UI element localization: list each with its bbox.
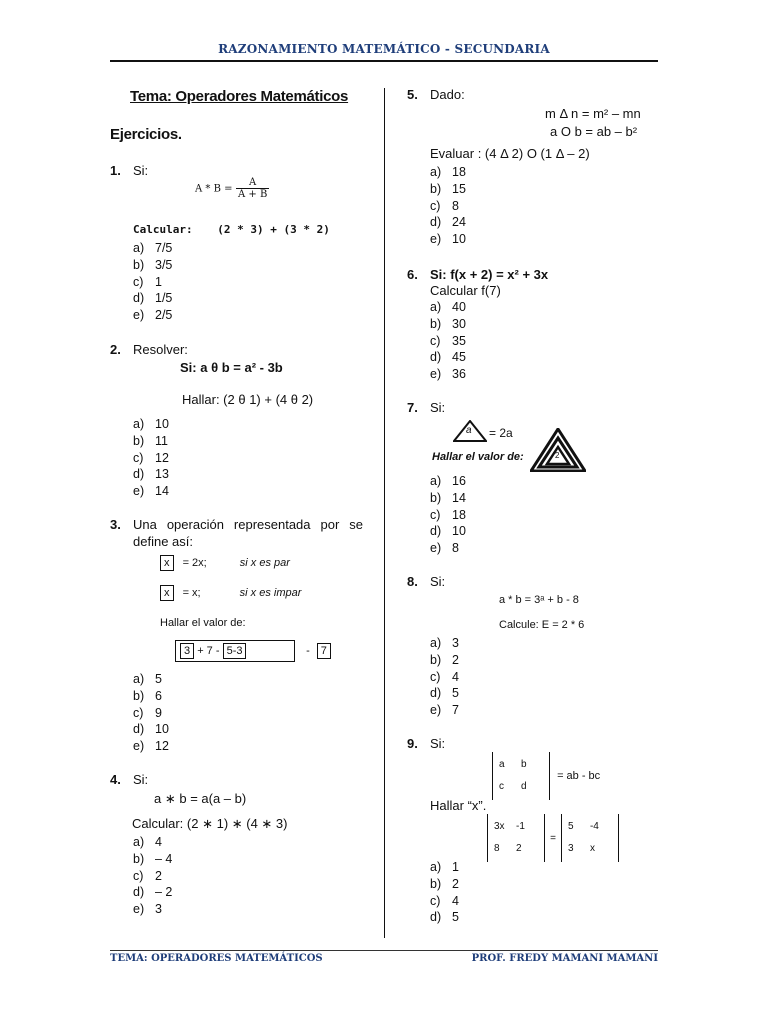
option-value: 4 xyxy=(452,893,459,908)
option-letter: a) xyxy=(133,417,145,431)
fraction-denominator: A + B xyxy=(238,189,268,200)
p11: 3x xyxy=(494,821,505,832)
question-number: 6. xyxy=(407,267,418,282)
footer-left: TEMA: OPERADORES MATEMÁTICOS xyxy=(110,953,323,964)
option-value: 4 xyxy=(155,835,162,849)
option-value: 18 xyxy=(452,165,466,179)
option-value: 14 xyxy=(155,484,169,499)
evaluate-expression: Evaluar : (4 Δ 2) O (1 Δ – 2) xyxy=(430,146,590,161)
answer-option xyxy=(430,635,459,652)
option-value: 10 xyxy=(155,417,169,431)
question-text: Dado: xyxy=(430,87,465,102)
def-odd: = x; xyxy=(182,587,201,599)
option-letter: a) xyxy=(430,474,442,488)
option-value: 1 xyxy=(155,274,162,289)
boxed-x: x xyxy=(160,555,174,571)
answer-option xyxy=(133,466,169,483)
option-value: 5 xyxy=(452,910,459,925)
q21: 3 xyxy=(567,843,574,854)
q22: x xyxy=(589,843,595,854)
answer-option xyxy=(430,702,459,719)
option-value: 2 xyxy=(452,652,459,667)
answer-option xyxy=(133,688,169,705)
fraction xyxy=(236,177,269,200)
triangle-variable: a xyxy=(466,425,472,436)
cond-even: si x es par xyxy=(239,557,290,569)
answer-option xyxy=(430,893,459,910)
equals-sign: = xyxy=(550,832,556,844)
option-value: 8 xyxy=(452,198,459,213)
definition-circle: a O b = ab – b² xyxy=(550,124,638,139)
answer-option xyxy=(430,876,459,893)
option-value: 5 xyxy=(452,686,459,701)
question-text: Si: xyxy=(430,736,446,751)
option-value: 6 xyxy=(155,688,162,703)
option-letter: d) xyxy=(430,350,442,365)
definition-odd xyxy=(160,585,301,601)
option-letter: a) xyxy=(133,835,145,849)
option-value: 24 xyxy=(452,215,466,230)
option-value: 2/5 xyxy=(155,308,173,323)
options-list xyxy=(430,164,466,248)
option-letter: d) xyxy=(133,467,145,482)
option-letter: c) xyxy=(133,868,144,883)
option-value: 11 xyxy=(155,433,168,448)
question-text-cont: define así: xyxy=(133,534,193,549)
answer-option xyxy=(430,231,466,248)
question-number: 8. xyxy=(407,574,418,589)
answer-option xyxy=(430,490,466,507)
answer-option xyxy=(133,901,172,918)
answer-option xyxy=(133,834,172,851)
option-value: – 2 xyxy=(155,885,173,900)
options-list xyxy=(430,473,466,557)
option-letter: b) xyxy=(430,490,442,505)
determinant-equation xyxy=(487,814,619,862)
option-letter: a) xyxy=(430,165,442,179)
q11: 5 xyxy=(567,821,574,832)
question-number: 7. xyxy=(407,400,418,415)
answer-option xyxy=(133,483,169,500)
answer-option xyxy=(133,257,172,274)
option-letter: b) xyxy=(133,851,145,866)
option-letter: b) xyxy=(430,876,442,891)
calc-expression xyxy=(133,223,330,236)
answer-option xyxy=(430,540,466,557)
question-text: Si: xyxy=(133,163,149,178)
operator-definition: a * b = 3ᵃ + b - 8 xyxy=(499,594,579,606)
fraction-numerator: A xyxy=(236,177,269,189)
boxed-x: x xyxy=(160,585,174,601)
answer-option xyxy=(430,316,466,333)
answer-option xyxy=(430,909,459,926)
p22: 2 xyxy=(516,843,522,854)
option-letter: e) xyxy=(430,703,442,718)
options-list xyxy=(133,671,169,755)
option-letter: b) xyxy=(430,652,442,667)
question-text: Una operación representada por se xyxy=(133,517,363,532)
option-value: 10 xyxy=(452,232,466,247)
minus-sign: - xyxy=(306,645,310,657)
option-letter: b) xyxy=(133,257,145,272)
option-letter: c) xyxy=(430,198,441,213)
answer-option xyxy=(133,307,172,324)
option-letter: e) xyxy=(430,367,442,382)
option-letter: d) xyxy=(133,885,145,900)
calc-label: Calcular: xyxy=(133,223,193,236)
answer-option xyxy=(133,738,169,755)
option-value: – 4 xyxy=(155,851,173,866)
options-list xyxy=(133,834,172,918)
option-letter: e) xyxy=(430,232,442,247)
answer-option xyxy=(430,164,466,181)
nested-triangles-icon xyxy=(530,428,586,472)
def-even: = 2x; xyxy=(182,557,207,569)
p12: -1 xyxy=(516,821,525,832)
operator-definition xyxy=(195,177,269,200)
find-label: Hallar el valor de: xyxy=(432,451,524,463)
options-list xyxy=(133,416,169,500)
matrix-right xyxy=(561,814,619,862)
operator-definition: a ∗ b = a(a – b) xyxy=(154,791,247,806)
option-value: 10 xyxy=(155,722,169,737)
option-letter: e) xyxy=(430,541,442,556)
option-letter: a) xyxy=(133,672,145,686)
p21: 8 xyxy=(494,843,500,854)
options-list xyxy=(430,635,459,719)
option-value: 8 xyxy=(452,541,459,556)
determinant-definition xyxy=(492,752,600,800)
option-letter: c) xyxy=(430,507,441,522)
question-number: 2. xyxy=(110,342,121,357)
answer-option xyxy=(430,507,466,524)
column-divider xyxy=(384,88,385,938)
footer-rule xyxy=(110,950,658,951)
triangle-definition: = 2a xyxy=(489,426,513,440)
outer-box xyxy=(175,640,295,662)
option-value: 3/5 xyxy=(155,257,173,272)
option-value: 35 xyxy=(452,333,466,348)
mid-expr: + 7 - xyxy=(197,645,220,657)
page-subtitle: Ejercicios. xyxy=(110,126,182,143)
box-5-3: 5-3 xyxy=(223,643,247,659)
option-letter: a) xyxy=(430,636,442,650)
answer-option xyxy=(133,721,169,738)
box-3: 3 xyxy=(180,643,194,659)
answer-option xyxy=(133,274,172,291)
option-value: 45 xyxy=(452,350,466,365)
option-value: 12 xyxy=(155,739,169,754)
question-text: Resolver: xyxy=(133,342,188,357)
matrix-abcd xyxy=(492,752,550,800)
question-text: Si: xyxy=(133,772,149,787)
option-letter: e) xyxy=(133,739,145,754)
answer-option xyxy=(430,181,466,198)
m22: d xyxy=(521,781,527,792)
answer-option xyxy=(133,240,172,257)
option-letter: b) xyxy=(133,433,145,448)
question-number: 4. xyxy=(110,772,121,787)
option-letter: d) xyxy=(133,722,145,737)
question-number: 5. xyxy=(407,87,418,102)
option-value: 1 xyxy=(452,860,459,874)
definition-delta: m Δ n = m² – mn xyxy=(545,106,641,121)
option-value: 3 xyxy=(155,902,162,917)
answer-option xyxy=(133,671,169,688)
option-value: 16 xyxy=(452,474,466,488)
option-letter: b) xyxy=(430,181,442,196)
answer-option xyxy=(430,333,466,350)
calc-expression: Calcular: (2 ∗ 1) ∗ (4 ∗ 3) xyxy=(132,816,288,831)
option-value: 18 xyxy=(452,507,466,522)
page-title: Tema: Operadores Matemáticos xyxy=(130,88,349,105)
option-value: 12 xyxy=(155,450,169,465)
footer-right: PROF. FREDY MAMANI MAMANI xyxy=(471,953,658,964)
option-value: 15 xyxy=(452,181,466,196)
option-value: 40 xyxy=(452,300,466,314)
expression-boxes xyxy=(175,640,331,662)
option-value: 2 xyxy=(155,868,162,883)
question-number: 1. xyxy=(110,163,121,178)
option-value: 7 xyxy=(452,703,459,718)
option-letter: c) xyxy=(430,893,441,908)
option-letter: a) xyxy=(133,241,145,255)
option-value: 5 xyxy=(155,672,162,686)
find-label: Hallar “x”. xyxy=(430,798,487,813)
option-value: 14 xyxy=(452,490,466,505)
find-label: Hallar el valor de: xyxy=(160,617,246,629)
m11: a xyxy=(499,759,505,770)
option-value: 4 xyxy=(452,669,459,684)
option-letter: d) xyxy=(133,291,145,306)
option-letter: c) xyxy=(133,274,144,289)
operator-definition: Si: a θ b = a² - 3b xyxy=(180,360,283,375)
m12: b xyxy=(521,759,527,770)
option-letter: d) xyxy=(430,910,442,925)
option-value: 7/5 xyxy=(155,241,173,255)
option-letter: e) xyxy=(133,308,145,323)
option-value: 13 xyxy=(155,467,169,482)
cond-odd: si x es impar xyxy=(239,587,302,599)
option-letter: a) xyxy=(430,300,442,314)
header-rule xyxy=(110,60,658,62)
option-letter: d) xyxy=(430,686,442,701)
calc-expr: (2 * 3) + (3 * 2) xyxy=(217,223,330,236)
option-letter: b) xyxy=(430,316,442,331)
option-value: 30 xyxy=(452,316,466,331)
option-value: 36 xyxy=(452,367,466,382)
option-letter: e) xyxy=(133,484,145,499)
box-7: 7 xyxy=(317,643,331,659)
answer-option xyxy=(430,669,459,686)
question-subtext: Calcular f(7) xyxy=(430,283,501,298)
option-value: 1/5 xyxy=(155,291,173,306)
option-value: 2 xyxy=(452,876,459,891)
answer-option xyxy=(430,652,459,669)
option-letter: c) xyxy=(133,705,144,720)
calc-expression: Calcule: E = 2 * 6 xyxy=(499,619,585,631)
answer-option xyxy=(430,523,466,540)
options-list xyxy=(133,240,172,324)
answer-option xyxy=(133,868,172,885)
question-text: Si: xyxy=(430,574,446,589)
page-header: RAZONAMIENTO MATEMÁTICO - SECUNDARIA xyxy=(218,42,550,56)
option-letter: c) xyxy=(133,450,144,465)
answer-option xyxy=(430,859,459,876)
answer-option xyxy=(430,198,466,215)
option-value: 10 xyxy=(452,524,466,539)
option-value: 9 xyxy=(155,705,162,720)
question-number: 3. xyxy=(110,517,121,532)
options-list xyxy=(430,299,466,383)
determinant-rule: = ab - bc xyxy=(557,769,601,782)
answer-option xyxy=(133,705,169,722)
q12: -4 xyxy=(589,821,599,832)
answer-option xyxy=(430,685,459,702)
m21: c xyxy=(499,781,504,792)
definition-even xyxy=(160,555,290,571)
answer-option xyxy=(133,290,172,307)
option-letter: d) xyxy=(430,524,442,539)
answer-option xyxy=(133,884,172,901)
inner-number: 2 xyxy=(555,451,560,460)
answer-option xyxy=(430,214,466,231)
matrix-left xyxy=(487,814,545,862)
option-letter: d) xyxy=(430,215,442,230)
question-text: Si: f(x + 2) = x² + 3x xyxy=(430,267,549,282)
option-letter: c) xyxy=(430,333,441,348)
answer-option xyxy=(430,473,466,490)
answer-option xyxy=(133,433,169,450)
find-expression: Hallar: (2 θ 1) + (4 θ 2) xyxy=(182,392,314,407)
options-list xyxy=(430,859,459,926)
question-text: Si: xyxy=(430,400,446,415)
answer-option xyxy=(430,366,466,383)
answer-option xyxy=(430,299,466,316)
answer-option xyxy=(133,416,169,433)
question-number: 9. xyxy=(407,736,418,751)
definition-lhs: A * B = xyxy=(195,183,233,195)
answer-option xyxy=(430,349,466,366)
option-value: 3 xyxy=(452,636,459,650)
option-letter: c) xyxy=(430,669,441,684)
answer-option xyxy=(133,851,172,868)
option-letter: b) xyxy=(133,688,145,703)
option-letter: a) xyxy=(430,860,442,874)
option-letter: e) xyxy=(133,902,145,917)
answer-option xyxy=(133,450,169,467)
